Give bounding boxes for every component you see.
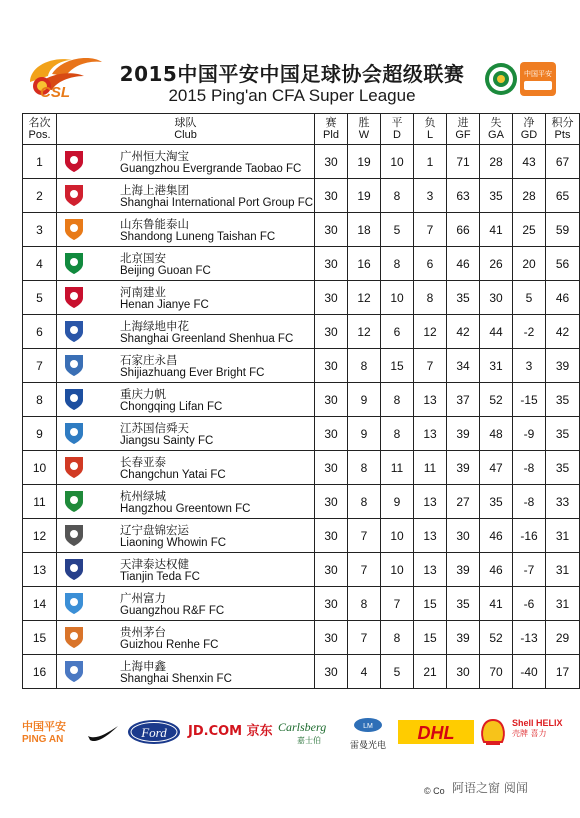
table-row: [23, 621, 580, 655]
cell-pts: 42: [546, 315, 580, 349]
cell-gf: 30: [447, 519, 480, 553]
copyright-text: © Co: [424, 786, 445, 796]
cell-gd: -2: [513, 315, 546, 349]
column-header-en: Pts: [554, 129, 571, 141]
club-cell: [57, 179, 315, 213]
cell-pos: 16: [23, 655, 57, 689]
cell-d: 5: [381, 213, 414, 247]
cell-w: 19: [348, 179, 381, 213]
cell-gd: -16: [513, 519, 546, 553]
club-name-en: Jiangsu Sainty FC: [120, 435, 214, 447]
club-name-en: Changchun Yatai FC: [120, 469, 226, 481]
cell-pts: 31: [546, 553, 580, 587]
cell-d: 8: [381, 247, 414, 281]
sponsor-dhl: [398, 714, 474, 750]
club-name-en: Hangzhou Greentown FC: [120, 503, 251, 515]
club-name-en: Henan Jianye FC: [120, 299, 209, 311]
cell-d: 10: [381, 553, 414, 587]
cell-l: 21: [414, 655, 447, 689]
cell-ga: 70: [480, 655, 513, 689]
cell-l: 1: [414, 145, 447, 179]
sponsor-carlsberg-text: Carlsberg: [278, 720, 327, 734]
club-name-en: Guizhou Renhe FC: [120, 639, 219, 651]
cell-gd: -6: [513, 587, 546, 621]
table-row: [23, 281, 580, 315]
column-header-en: Club: [174, 129, 197, 141]
cell-pld: 30: [315, 281, 348, 315]
cell-pld: 30: [315, 587, 348, 621]
club-name-cn: 长春亚泰: [120, 455, 166, 469]
club-cell: [57, 383, 315, 417]
cell-pld: 30: [315, 179, 348, 213]
standings-table: [22, 113, 580, 689]
club-crest-icon: [63, 387, 85, 411]
cell-ga: 35: [480, 179, 513, 213]
column-header-cn: 名次: [28, 116, 51, 129]
sponsor-shell-helix: [512, 714, 563, 750]
cell-l: 12: [414, 315, 447, 349]
cell-w: 19: [348, 145, 381, 179]
club-name-en: Shanghai Greenland Shenhua FC: [120, 333, 294, 345]
club-name-cn: 石家庄永昌: [120, 353, 178, 367]
page-title-cn: 2015中国平安中国足球协会超级联赛: [119, 62, 465, 86]
table-row: [23, 213, 580, 247]
column-header-cn: 负: [424, 116, 436, 129]
cell-gd: 43: [513, 145, 546, 179]
cell-ga: 41: [480, 587, 513, 621]
column-header-en: GA: [488, 129, 504, 141]
club-name-en: Guangzhou Evergrande Taobao FC: [120, 163, 302, 175]
cell-pld: 30: [315, 485, 348, 519]
club-name-en: Shandong Luneng Taishan FC: [120, 231, 276, 243]
cell-pld: 30: [315, 655, 348, 689]
cell-l: 15: [414, 621, 447, 655]
cell-pos: 10: [23, 451, 57, 485]
club-name-cn: 辽宁盘锦宏运: [120, 523, 189, 537]
club-cell: [57, 281, 315, 315]
cell-pld: 30: [315, 621, 348, 655]
cell-gd: -40: [513, 655, 546, 689]
cell-ga: 26: [480, 247, 513, 281]
cell-gd: -13: [513, 621, 546, 655]
cell-gf: 27: [447, 485, 480, 519]
table-header-row: [23, 114, 580, 145]
nike-swoosh-icon: [86, 714, 120, 750]
cell-pos: 3: [23, 213, 57, 247]
cell-pld: 30: [315, 145, 348, 179]
cell-gf: 63: [447, 179, 480, 213]
table-row: [23, 315, 580, 349]
club-cell: [57, 247, 315, 281]
column-header-cn: 积分: [551, 116, 574, 129]
club-cell: [57, 417, 315, 451]
cell-pos: 9: [23, 417, 57, 451]
cell-w: 7: [348, 519, 381, 553]
cell-pos: 1: [23, 145, 57, 179]
column-header-cn: 赛: [325, 116, 337, 129]
cell-pts: 35: [546, 451, 580, 485]
cell-w: 12: [348, 315, 381, 349]
cell-pld: 30: [315, 349, 348, 383]
column-header-pos: [23, 114, 57, 145]
club-crest-icon: [63, 591, 85, 615]
club-crest-icon: [63, 217, 85, 241]
cell-ga: 48: [480, 417, 513, 451]
club-name-cn: 天津泰达权健: [120, 557, 189, 571]
cell-w: 9: [348, 417, 381, 451]
cell-gf: 39: [447, 553, 480, 587]
cell-pld: 30: [315, 247, 348, 281]
sponsor-shell-helix-cn: 壳牌 喜力: [512, 729, 547, 738]
cell-pld: 30: [315, 315, 348, 349]
table-row: [23, 553, 580, 587]
cell-ga: 31: [480, 349, 513, 383]
column-header-pld: [315, 114, 348, 145]
cell-gd: -7: [513, 553, 546, 587]
club-crest-icon: [63, 557, 85, 581]
svg-text:LM: LM: [363, 723, 373, 730]
cell-pts: 35: [546, 383, 580, 417]
cell-pts: 17: [546, 655, 580, 689]
sponsor-ford-text: Ford: [141, 725, 167, 740]
club-cell: [57, 519, 315, 553]
cell-pld: 30: [315, 519, 348, 553]
cell-d: 9: [381, 485, 414, 519]
cell-gd: 3: [513, 349, 546, 383]
cell-pos: 11: [23, 485, 57, 519]
cell-l: 13: [414, 519, 447, 553]
leiman-logo-icon: [344, 714, 392, 734]
cell-pts: 59: [546, 213, 580, 247]
cell-w: 7: [348, 621, 381, 655]
sponsor-dhl-text: DHL: [417, 723, 455, 743]
cell-pos: 8: [23, 383, 57, 417]
cell-pos: 15: [23, 621, 57, 655]
sponsor-carlsberg: [278, 714, 340, 750]
club-name-cn: 河南建业: [120, 285, 166, 299]
cell-ga: 47: [480, 451, 513, 485]
club-crest-icon: [63, 625, 85, 649]
column-header-cn: 失: [490, 116, 502, 129]
club-name-en: Chongqing Lifan FC: [120, 401, 223, 413]
sponsor-bar: [22, 714, 563, 751]
cell-d: 6: [381, 315, 414, 349]
cell-w: 8: [348, 587, 381, 621]
cell-gf: 42: [447, 315, 480, 349]
column-header-cn: 胜: [358, 116, 370, 129]
club-crest-icon: [63, 285, 85, 309]
column-header-w: [348, 114, 381, 145]
cell-l: 3: [414, 179, 447, 213]
club-name-en: Guangzhou R&F FC: [120, 605, 225, 617]
cell-pld: 30: [315, 553, 348, 587]
cell-w: 8: [348, 485, 381, 519]
cell-w: 8: [348, 349, 381, 383]
pingan-badge-icon: [520, 62, 556, 96]
cell-gd: -8: [513, 485, 546, 519]
club-crest-icon: [63, 149, 85, 173]
club-name-en: Shijiazhuang Ever Bright FC: [120, 367, 265, 379]
cell-ga: 52: [480, 383, 513, 417]
column-header-cn: 净: [523, 116, 535, 129]
club-crest-icon: [63, 523, 85, 547]
club-crest-icon: [63, 353, 85, 377]
sponsor-leiman-text: 雷曼光电: [349, 741, 386, 751]
cell-l: 13: [414, 417, 447, 451]
club-name-en: Shanghai Shenxin FC: [120, 673, 232, 685]
cell-ga: 41: [480, 213, 513, 247]
table-row: [23, 519, 580, 553]
sponsor-pingan-en: PING AN: [22, 734, 64, 745]
cell-ga: 46: [480, 553, 513, 587]
club-name-cn: 广州恒大淘宝: [120, 149, 189, 163]
cell-l: 7: [414, 213, 447, 247]
cell-gf: 35: [447, 587, 480, 621]
cell-pld: 30: [315, 451, 348, 485]
column-header-club: [57, 114, 315, 145]
column-header-cn: 球队: [174, 116, 197, 129]
column-header-cn: 平: [391, 116, 403, 129]
cell-d: 10: [381, 281, 414, 315]
sponsor-shell-helix-en: Shell HELIX: [512, 718, 563, 728]
club-name-en: Shanghai International Port Group FC: [120, 197, 314, 209]
cell-pts: 33: [546, 485, 580, 519]
cell-gd: 28: [513, 179, 546, 213]
cell-pos: 7: [23, 349, 57, 383]
cell-pos: 13: [23, 553, 57, 587]
club-cell: [57, 553, 315, 587]
cell-d: 8: [381, 621, 414, 655]
cfa-badge-icon: [484, 62, 518, 96]
table-row: [23, 485, 580, 519]
cell-d: 8: [381, 383, 414, 417]
cell-pts: 46: [546, 281, 580, 315]
club-name-cn: 杭州绿城: [120, 489, 166, 503]
table-row: [23, 247, 580, 281]
column-header-d: [381, 114, 414, 145]
club-crest-icon: [63, 659, 85, 683]
cell-d: 5: [381, 655, 414, 689]
cell-gd: 20: [513, 247, 546, 281]
ford-oval-icon: [126, 714, 182, 750]
club-crest-icon: [63, 489, 85, 513]
cell-pts: 65: [546, 179, 580, 213]
watermark-text: 阿语之窗 阅闻: [452, 781, 528, 795]
cell-gf: 66: [447, 213, 480, 247]
cell-gd: 25: [513, 213, 546, 247]
cell-ga: 52: [480, 621, 513, 655]
cell-gd: -9: [513, 417, 546, 451]
cell-gd: -8: [513, 451, 546, 485]
cell-ga: 46: [480, 519, 513, 553]
column-header-en: W: [358, 129, 370, 141]
cell-pld: 30: [315, 417, 348, 451]
shell-logo-icon: [478, 714, 508, 750]
csl-logo-text: CSL: [40, 84, 70, 101]
cell-pts: 29: [546, 621, 580, 655]
cell-ga: 28: [480, 145, 513, 179]
sponsor-carlsberg-cn: 嘉士伯: [297, 736, 321, 745]
cell-l: 13: [414, 553, 447, 587]
cell-l: 7: [414, 349, 447, 383]
cell-pos: 12: [23, 519, 57, 553]
table-row: [23, 587, 580, 621]
club-name-cn: 广州富力: [120, 591, 166, 605]
club-cell: [57, 145, 315, 179]
cell-pts: 67: [546, 145, 580, 179]
sponsor-leiman: [344, 714, 392, 750]
page-header: [0, 0, 580, 112]
table-row: [23, 417, 580, 451]
cell-d: 8: [381, 179, 414, 213]
dhl-logo-icon: [398, 714, 474, 750]
club-cell: [57, 349, 315, 383]
cell-d: 15: [381, 349, 414, 383]
cell-ga: 35: [480, 485, 513, 519]
pingan-badge-text: 中国平安: [524, 70, 552, 78]
cell-ga: 30: [480, 281, 513, 315]
club-cell: [57, 451, 315, 485]
cell-pld: 30: [315, 383, 348, 417]
standings-body: [23, 145, 580, 689]
cell-w: 16: [348, 247, 381, 281]
cell-gf: 30: [447, 655, 480, 689]
cell-gd: 5: [513, 281, 546, 315]
club-name-en: Liaoning Whowin FC: [120, 537, 227, 549]
cell-gf: 39: [447, 417, 480, 451]
club-cell: [57, 587, 315, 621]
pingan-badge: [520, 62, 556, 96]
column-header-en: L: [426, 129, 434, 141]
cell-w: 7: [348, 553, 381, 587]
column-header-ga: [480, 114, 513, 145]
cell-w: 12: [348, 281, 381, 315]
table-row: [23, 349, 580, 383]
table-row: [23, 383, 580, 417]
cell-d: 10: [381, 519, 414, 553]
club-name-en: Beijing Guoan FC: [120, 265, 211, 277]
cell-pos: 14: [23, 587, 57, 621]
cell-pts: 39: [546, 349, 580, 383]
cell-pos: 4: [23, 247, 57, 281]
sponsor-ford: [126, 714, 182, 750]
club-cell: [57, 485, 315, 519]
cell-pts: 56: [546, 247, 580, 281]
cell-d: 8: [381, 417, 414, 451]
column-header-en: Pld: [323, 129, 339, 141]
cell-gf: 39: [447, 451, 480, 485]
cell-gf: 46: [447, 247, 480, 281]
cell-pts: 31: [546, 587, 580, 621]
cell-w: 18: [348, 213, 381, 247]
cell-w: 9: [348, 383, 381, 417]
column-header-en: D: [393, 129, 401, 141]
table-row: [23, 655, 580, 689]
club-name-cn: 贵州茅台: [120, 625, 166, 639]
table-row: [23, 179, 580, 213]
club-cell: [57, 655, 315, 689]
club-name-cn: 北京国安: [120, 251, 166, 265]
cell-pos: 2: [23, 179, 57, 213]
cell-gf: 39: [447, 621, 480, 655]
column-header-pts: [546, 114, 580, 145]
table-row: [23, 145, 580, 179]
club-name-cn: 江苏国信舜天: [120, 421, 189, 435]
table-row: [23, 451, 580, 485]
sponsor-jd: JD.COM 京东: [188, 724, 273, 739]
club-name-cn: 上海上港集团: [120, 183, 189, 197]
cell-gd: -15: [513, 383, 546, 417]
club-cell: [57, 213, 315, 247]
cell-pts: 35: [546, 417, 580, 451]
cell-ga: 44: [480, 315, 513, 349]
page-title-en: 2015 Ping'an CFA Super League: [168, 86, 416, 105]
cell-pts: 31: [546, 519, 580, 553]
column-header-en: GF: [455, 129, 471, 141]
column-header-gd: [513, 114, 546, 145]
club-crest-icon: [63, 183, 85, 207]
cell-l: 11: [414, 451, 447, 485]
club-crest-icon: [63, 319, 85, 343]
cell-l: 13: [414, 383, 447, 417]
club-name-cn: 上海绿地申花: [120, 319, 189, 333]
sponsor-pingan: [22, 714, 80, 750]
cell-l: 8: [414, 281, 447, 315]
club-name-cn: 重庆力帆: [120, 387, 166, 401]
cell-gf: 34: [447, 349, 480, 383]
column-header-cn: 进: [457, 116, 469, 129]
club-crest-icon: [63, 455, 85, 479]
cell-pld: 30: [315, 213, 348, 247]
column-header-en: Pos.: [28, 129, 51, 141]
cell-gf: 35: [447, 281, 480, 315]
cell-d: 11: [381, 451, 414, 485]
cell-gf: 71: [447, 145, 480, 179]
column-header-l: [414, 114, 447, 145]
cell-pos: 5: [23, 281, 57, 315]
club-name-en: Tianjin Teda FC: [120, 571, 200, 583]
cell-w: 8: [348, 451, 381, 485]
cell-d: 10: [381, 145, 414, 179]
cell-d: 7: [381, 587, 414, 621]
column-header-en: GD: [520, 129, 538, 141]
cell-w: 4: [348, 655, 381, 689]
club-cell: [57, 315, 315, 349]
club-name-cn: 山东鲁能泰山: [120, 217, 189, 231]
club-cell: [57, 621, 315, 655]
sponsor-pingan-cn: 中国平安: [22, 720, 66, 733]
cell-l: 13: [414, 485, 447, 519]
column-header-gf: [447, 114, 480, 145]
cell-l: 15: [414, 587, 447, 621]
cell-gf: 37: [447, 383, 480, 417]
cell-pos: 6: [23, 315, 57, 349]
cell-l: 6: [414, 247, 447, 281]
club-name-cn: 上海申鑫: [120, 659, 166, 673]
club-crest-icon: [63, 251, 85, 275]
club-crest-icon: [63, 421, 85, 445]
